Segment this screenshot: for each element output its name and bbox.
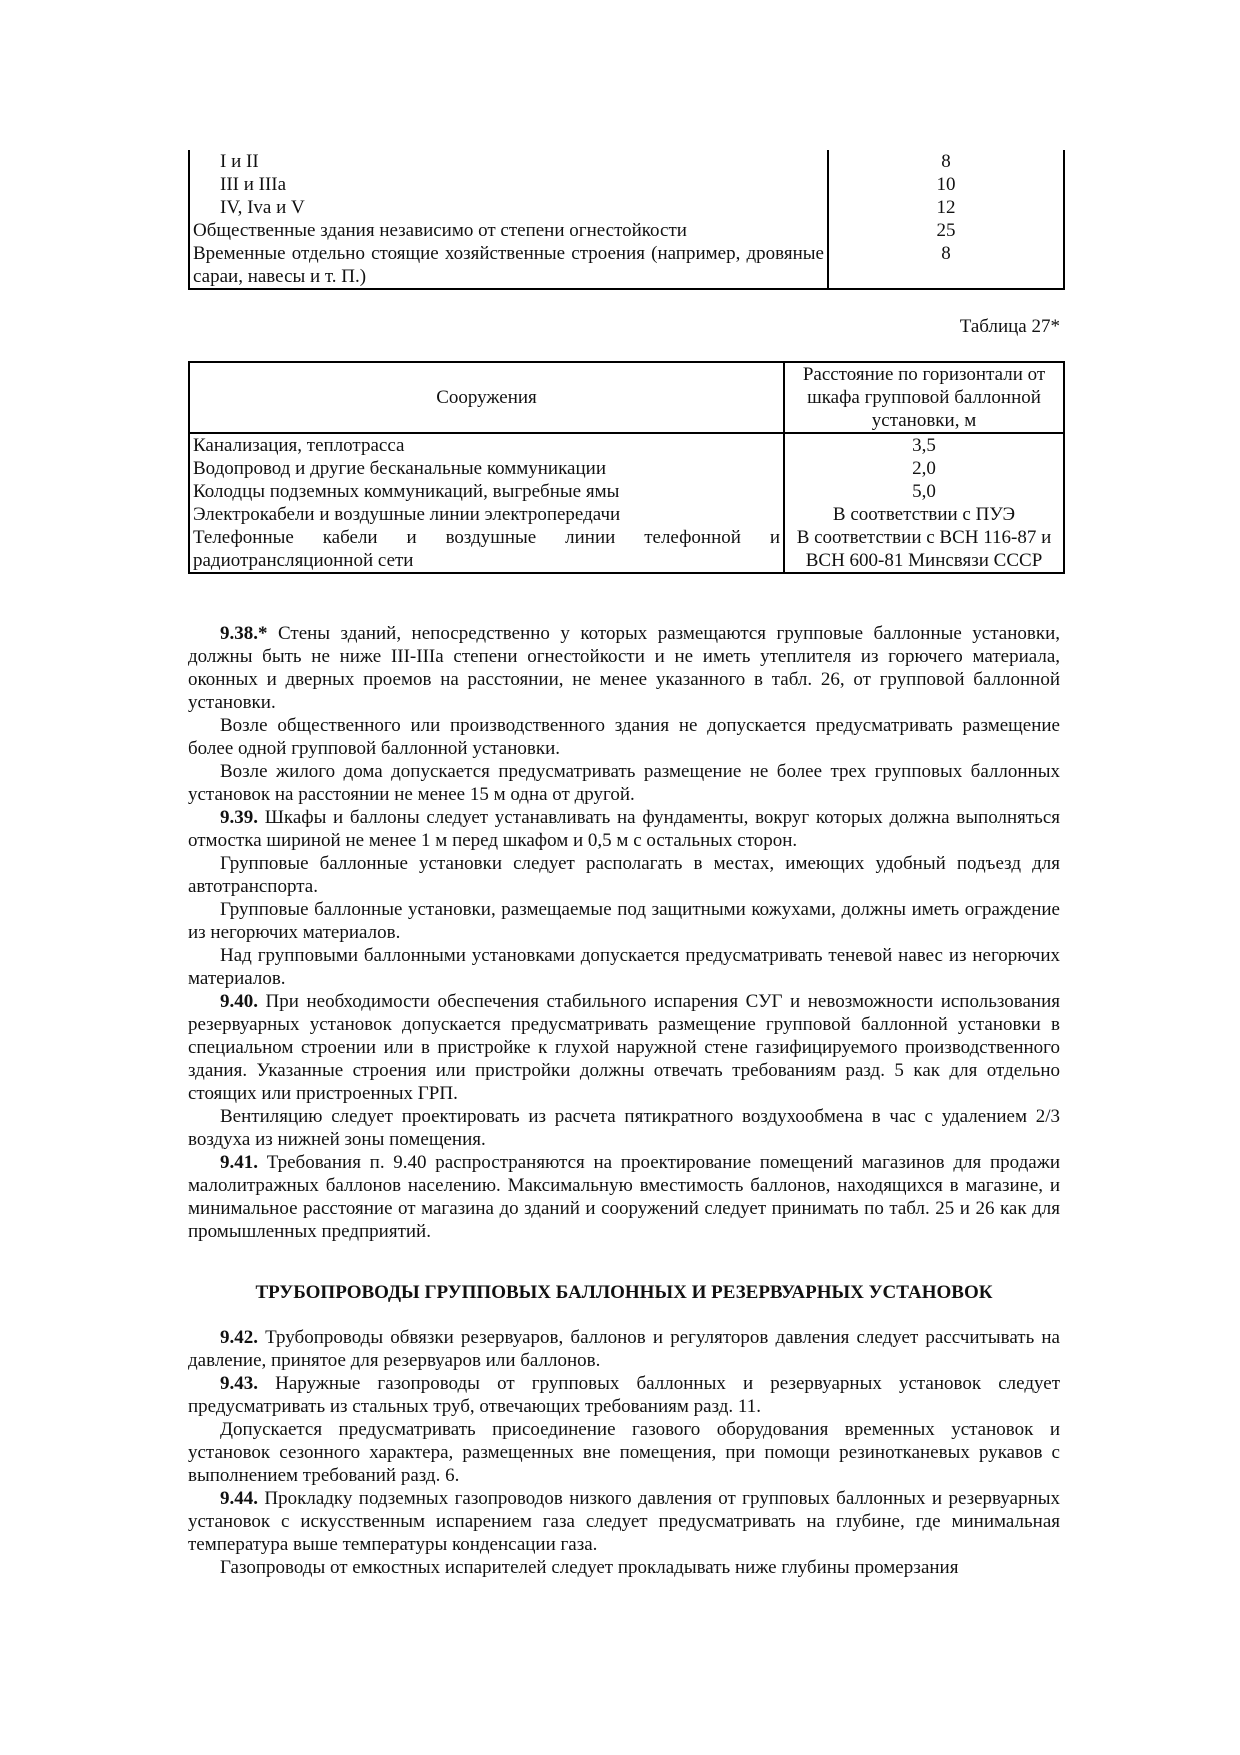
paragraph [188, 944, 1060, 990]
clause-number: 9.39. [220, 807, 258, 828]
table-27-caption: Таблица 27* [959, 316, 1060, 337]
paragraph-text: Возле жилого дома допускается предусматривать размещение не более трех групповых баллонных установок на расстоянии не менее 15 м одна от другой. [188, 761, 1060, 805]
table-row [189, 457, 1064, 480]
table-row [189, 503, 1064, 526]
paragraph-text: Шкафы и баллоны следует устанавливать на фундаменты, вокруг которых должна выполняться отмостка шириной не менее 1 м перед шкафом и 0,5 м с остальных сторон. [188, 807, 1060, 851]
distance-cell: В соответствии с ПУЭ [784, 503, 1064, 526]
paragraph-text: Стены зданий, непосредственно у которых размещаются групповые баллонные установки, должны быть не ниже III-IIIa степени огнестойкости и не иметь утеплителя из горючего материала, оконных и дверных проемов на расстоянии, не менее указанного в табл. 26, от групповой баллонной установки. [188, 623, 1060, 713]
clause-number: 9.38.* [220, 623, 268, 644]
table-row [189, 526, 1064, 573]
section-heading: ТРУБОПРОВОДЫ ГРУППОВЫХ БАЛЛОННЫХ И РЕЗЕРВУАРНЫХ УСТАНОВОК [255, 1282, 993, 1303]
clause-number: 9.43. [220, 1373, 258, 1394]
table-row [189, 480, 1064, 503]
paragraph-text: Допускается предусматривать присоединение газового оборудования временных установок и установок сезонного характера, размещенных вне помещения, при помощи резинотканевых рукавов с выполнением требований разд. 6. [188, 1419, 1060, 1486]
structure-cell: Колодцы подземных коммуникаций, выгребные ямы [189, 480, 784, 503]
distance-cell: 25 [828, 219, 1064, 242]
table-header-row [189, 362, 1064, 433]
paragraph [188, 1418, 1060, 1487]
paragraph [188, 1105, 1060, 1151]
table-row [189, 219, 1064, 242]
clause-number: 9.40. [220, 991, 258, 1012]
structure-cell: Электрокабели и воздушные линии электропередачи [189, 503, 784, 526]
header-distance: Расстояние по горизонтали от шкафа групповой баллонной установки, м [784, 362, 1064, 433]
paragraph [188, 1556, 1060, 1579]
structure-cell: Временные отдельно стоящие хозяйственные строения (например, дровяные сараи, навесы и т. П.) [189, 242, 828, 289]
paragraph [188, 622, 1060, 714]
paragraph-text: Наружные газопроводы от групповых баллонных и резервуарных установок следует предусматривать из стальных труб, отвечающих требованиям разд. 11. [188, 1373, 1060, 1417]
paragraph [188, 898, 1060, 944]
paragraph [188, 760, 1060, 806]
paragraph-text: Возле общественного или производственного здания не допускается предусматривать размещение более одной групповой баллонной установки. [188, 715, 1060, 759]
structure-cell: I и II [189, 150, 828, 173]
paragraph [188, 806, 1060, 852]
clause-number: 9.44. [220, 1488, 258, 1509]
distance-cell: В соответствии с ВСН 116-87 и ВСН 600-81 Минсвязи СССР [784, 526, 1064, 573]
paragraph-text: При необходимости обеспечения стабильного испарения СУГ и невозможности использования резервуарных установок допускается предусматривать размещение групповой баллонной установки в специальном строении или в пристройке к глухой наружной стене газифицируемого производственного здания. Указанные строения или пристройки должны отвечать требованиям разд. 5 как для отдельно стоящих или пристроенных ГРП. [188, 991, 1060, 1104]
distance-cell: 3,5 [784, 433, 1064, 457]
header-structures: Сооружения [189, 362, 784, 433]
paragraph-text: Газопроводы от емкостных испарителей следует прокладывать ниже глубины промерзания [220, 1557, 959, 1578]
paragraph [188, 1372, 1060, 1418]
paragraph-text: Вентиляцию следует проектировать из расчета пятикратного воздухообмена в час с удалением 2/3 воздуха из нижней зоны помещения. [188, 1106, 1060, 1150]
table-row [189, 173, 1064, 196]
paragraph [188, 1151, 1060, 1243]
table-26-continuation [188, 150, 1065, 290]
table-row [189, 242, 1064, 289]
distance-cell: 12 [828, 196, 1064, 219]
paragraph [188, 714, 1060, 760]
clause-number: 9.41. [220, 1152, 258, 1173]
paragraph-text: Групповые баллонные установки, размещаемые под защитными кожухами, должны иметь ограждение из негорючих материалов. [188, 899, 1060, 943]
distance-cell: 10 [828, 173, 1064, 196]
distance-cell: 8 [828, 242, 1064, 289]
paragraph-text: Над групповыми баллонными установками допускается предусматривать теневой навес из негорючих материалов. [188, 945, 1060, 989]
paragraph-text: Трубопроводы обвязки резервуаров, баллонов и регуляторов давления следует рассчитывать на давление, принятое для резервуаров или баллонов. [188, 1327, 1060, 1371]
paragraph [188, 990, 1060, 1105]
paragraph [188, 852, 1060, 898]
table-row [189, 196, 1064, 219]
table-row [189, 433, 1064, 457]
table-row [189, 150, 1064, 173]
table-27 [188, 361, 1065, 574]
paragraph [188, 1487, 1060, 1556]
distance-cell: 8 [828, 150, 1064, 173]
distance-cell: 5,0 [784, 480, 1064, 503]
paragraph-text: Групповые баллонные установки следует располагать в местах, имеющих удобный подъезд для автотранспорта. [188, 853, 1060, 897]
paragraph-text: Прокладку подземных газопроводов низкого давления от групповых баллонных и резервуарных установок с искусственным испарением газа следует предусматривать на глубине, где минимальная температура выше температуры конденсации газа. [188, 1488, 1060, 1555]
distance-cell: 2,0 [784, 457, 1064, 480]
clause-number: 9.42. [220, 1327, 258, 1348]
paragraph [188, 1326, 1060, 1372]
structure-cell: IV, Iva и V [189, 196, 828, 219]
paragraph-text: Требования п. 9.40 распространяются на проектирование помещений магазинов для продажи малолитражных баллонов населению. Максимальную вместимость баллонов, находящихся в магазине, и минимальное расстояние от магазина до зданий и сооружений следует принимать по табл. 25 и 26 как для промышленных предприятий. [188, 1152, 1060, 1242]
structure-cell: Водопровод и другие бесканальные коммуникации [189, 457, 784, 480]
body-text [188, 622, 1060, 1579]
structure-cell: Телефонные кабели и воздушные линии телефонной и радиотрансляционной сети [189, 526, 784, 573]
structure-cell: Канализация, теплотрасса [189, 433, 784, 457]
structure-cell: III и IIIa [189, 173, 828, 196]
structure-cell: Общественные здания независимо от степени огнестойкости [189, 219, 828, 242]
